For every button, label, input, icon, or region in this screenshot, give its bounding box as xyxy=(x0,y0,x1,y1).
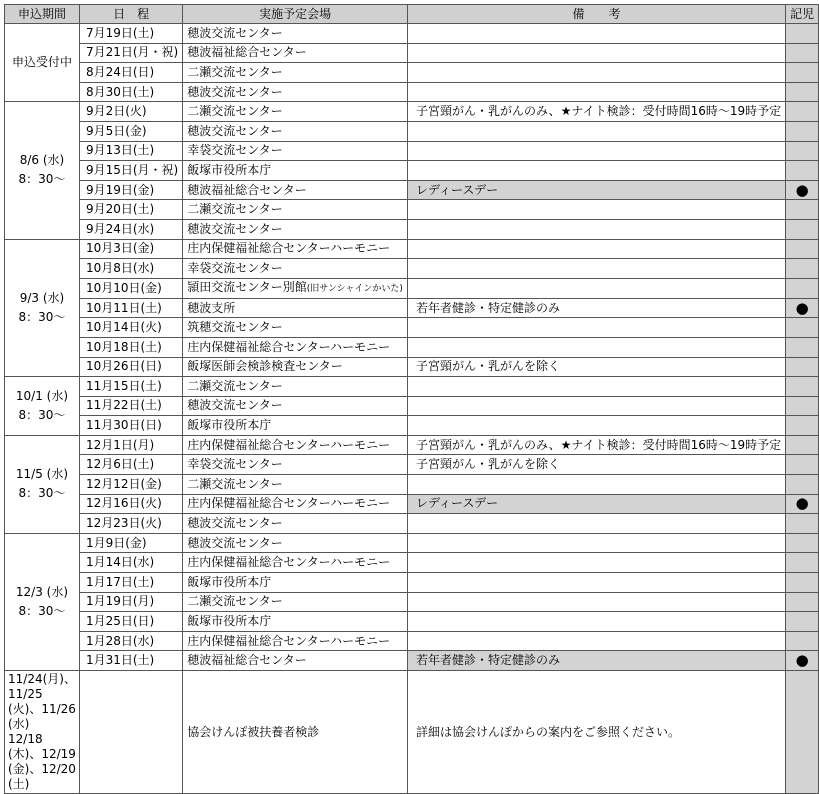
table-row xyxy=(5,161,819,181)
date-cell: 10月10日(金) xyxy=(79,278,182,298)
mark-cell xyxy=(786,43,819,63)
date-cell: 9月20日(土) xyxy=(79,200,182,220)
venue-name: 穂波支所 xyxy=(187,300,236,315)
footer-mark-cell xyxy=(786,671,819,794)
venue-name: 二瀬交流センター xyxy=(187,378,283,393)
date-cell: 12月16日(火) xyxy=(79,494,182,514)
mark-cell xyxy=(786,318,819,338)
mark-cell xyxy=(786,514,819,534)
period-line: 8：30～ xyxy=(18,309,66,324)
date-cell: 9月19日(金) xyxy=(79,180,182,200)
table-row xyxy=(5,357,819,377)
venue-cell xyxy=(183,318,408,338)
date-cell: 7月21日(月・祝) xyxy=(79,43,182,63)
venue-name: 頴田交流センター別館 xyxy=(187,279,307,294)
venue-cell xyxy=(183,24,408,44)
period-line: 12/3 (水) xyxy=(15,584,69,599)
date-cell: 11月22日(土) xyxy=(79,396,182,416)
venue-cell xyxy=(183,278,408,298)
mark-cell xyxy=(786,102,819,122)
venue-cell xyxy=(183,82,408,102)
date-cell: 1月14日(水) xyxy=(79,553,182,573)
date-cell: 1月19日(月) xyxy=(79,592,182,612)
venue-name: 幸袋交流センター xyxy=(187,457,283,472)
note-cell xyxy=(407,259,785,279)
mark-cell xyxy=(786,357,819,377)
date-cell: 12月1日(月) xyxy=(79,435,182,455)
note-cell xyxy=(407,278,785,298)
venue-note: (旧サンシャインかいた) xyxy=(306,283,403,294)
note-cell xyxy=(407,533,785,553)
venue-name: 穂波交流センター xyxy=(187,84,283,99)
venue-cell xyxy=(183,612,408,632)
date-cell: 11月30日(日) xyxy=(79,416,182,436)
application-period-cell xyxy=(5,239,80,377)
table-row xyxy=(5,475,819,495)
mark-cell xyxy=(786,533,819,553)
mark-cell: ● xyxy=(786,180,819,200)
venue-cell xyxy=(183,416,408,436)
application-period-cell xyxy=(5,377,80,436)
header-period: 申込期間 xyxy=(5,5,80,24)
venue-name: 幸袋交流センター xyxy=(187,143,283,158)
date-cell: 10月14日(火) xyxy=(79,318,182,338)
table-row xyxy=(5,553,819,573)
footer-period-line: 11/24(月)、11/25 (火)、11/26 (水) xyxy=(8,672,76,731)
table-row xyxy=(5,573,819,593)
venue-cell xyxy=(183,651,408,671)
note-cell xyxy=(407,219,785,239)
footer-period-cell xyxy=(5,671,80,794)
note-cell xyxy=(407,82,785,102)
mark-cell xyxy=(786,435,819,455)
venue-name: 飯塚市役所本庁 xyxy=(187,162,272,177)
date-cell: 10月8日(水) xyxy=(79,259,182,279)
table-row xyxy=(5,377,819,397)
venue-cell xyxy=(183,298,408,318)
date-cell: 10月3日(金) xyxy=(79,239,182,259)
mark-cell xyxy=(786,278,819,298)
date-cell: 12月12日(金) xyxy=(79,475,182,495)
date-cell: 10月11日(土) xyxy=(79,298,182,318)
date-cell: 10月26日(日) xyxy=(79,357,182,377)
table-row xyxy=(5,396,819,416)
date-cell: 12月6日(土) xyxy=(79,455,182,475)
table-row xyxy=(5,533,819,553)
footer-period-line: 12/18 (木)、12/19 (金)、12/20 (土) xyxy=(8,732,76,791)
period-line: 10/1 (水) xyxy=(15,388,69,403)
mark-cell xyxy=(786,612,819,632)
table-row xyxy=(5,259,819,279)
note-cell: レディースデー xyxy=(407,180,785,200)
table-row xyxy=(5,651,819,671)
venue-name: 二瀬交流センター xyxy=(187,594,283,609)
mark-cell xyxy=(786,24,819,44)
table-row xyxy=(5,494,819,514)
period-line: 9/3 (水) xyxy=(19,290,65,305)
venue-name: 二瀬交流センター xyxy=(187,104,283,119)
venue-name: 庄内保健福祉総合センターハーモニー xyxy=(187,339,391,354)
table-row xyxy=(5,43,819,63)
table-row xyxy=(5,200,819,220)
venue-cell xyxy=(183,553,408,573)
table-row xyxy=(5,592,819,612)
venue-name: 穂波交流センター xyxy=(187,398,283,413)
venue-cell xyxy=(183,494,408,514)
table-row xyxy=(5,455,819,475)
venue-cell xyxy=(183,514,408,534)
venue-name: 穂波交流センター xyxy=(187,221,283,236)
date-cell: 12月23日(火) xyxy=(79,514,182,534)
table-row xyxy=(5,298,819,318)
date-cell: 9月5日(金) xyxy=(79,121,182,141)
table-row xyxy=(5,514,819,534)
application-period-cell xyxy=(5,533,80,670)
note-cell: 若年者健診・特定健診のみ xyxy=(407,298,785,318)
venue-name: 穂波福祉総合センター xyxy=(187,182,307,197)
footer-venue-cell: 協会けんぽ被扶養者検診 xyxy=(183,671,408,794)
date-cell: 9月2日(火) xyxy=(79,102,182,122)
mark-cell xyxy=(786,337,819,357)
footer-date-cell xyxy=(79,671,182,794)
application-period-cell xyxy=(5,24,80,102)
venue-name: 穂波福祉総合センター xyxy=(187,45,307,60)
venue-name: 二瀬交流センター xyxy=(187,202,283,217)
venue-name: 飯塚医師会検診検査センター xyxy=(187,359,343,374)
venue-cell xyxy=(183,200,408,220)
note-cell: 若年者健診・特定健診のみ xyxy=(407,651,785,671)
mark-cell xyxy=(786,455,819,475)
note-cell: レディースデー xyxy=(407,494,785,514)
venue-cell xyxy=(183,377,408,397)
venue-cell xyxy=(183,455,408,475)
venue-cell xyxy=(183,180,408,200)
table-row xyxy=(5,121,819,141)
venue-cell xyxy=(183,121,408,141)
mark-cell: ● xyxy=(786,494,819,514)
mark-cell xyxy=(786,141,819,161)
period-line: 8：30～ xyxy=(18,486,66,501)
venue-name: 庄内保健福祉総合センターハーモニー xyxy=(187,496,391,511)
mark-cell xyxy=(786,63,819,83)
mark-cell xyxy=(786,475,819,495)
table-row xyxy=(5,612,819,632)
mark-cell xyxy=(786,396,819,416)
header-venue: 実施予定会場 xyxy=(183,5,408,24)
mark-cell: ● xyxy=(786,651,819,671)
venue-name: 穂波福祉総合センター xyxy=(187,653,307,668)
note-cell xyxy=(407,318,785,338)
date-cell: 1月9日(金) xyxy=(79,533,182,553)
note-cell xyxy=(407,43,785,63)
mark-cell xyxy=(786,259,819,279)
date-cell: 1月17日(土) xyxy=(79,573,182,593)
note-cell xyxy=(407,573,785,593)
date-cell: 7月19日(土) xyxy=(79,24,182,44)
venue-cell xyxy=(183,592,408,612)
venue-cell xyxy=(183,219,408,239)
date-cell: 9月24日(水) xyxy=(79,219,182,239)
table-row xyxy=(5,219,819,239)
venue-cell xyxy=(183,259,408,279)
application-period-cell xyxy=(5,435,80,533)
footer-note-cell: 詳細は協会けんぽからの案内をご参照ください。 xyxy=(407,671,785,794)
table-row xyxy=(5,631,819,651)
note-cell xyxy=(407,239,785,259)
venue-name: 飯塚市役所本庁 xyxy=(187,418,272,433)
mark-cell xyxy=(786,239,819,259)
table-row xyxy=(5,24,819,44)
venue-name: 穂波交流センター xyxy=(187,516,283,531)
venue-name: 筑穂交流センター xyxy=(187,320,283,335)
table-row xyxy=(5,180,819,200)
note-cell xyxy=(407,612,785,632)
venue-name: 庄内保健福祉総合センターハーモニー xyxy=(187,555,391,570)
date-cell: 1月31日(土) xyxy=(79,651,182,671)
venue-cell xyxy=(183,573,408,593)
venue-name: 幸袋交流センター xyxy=(187,260,283,275)
mark-cell xyxy=(786,200,819,220)
application-period-cell xyxy=(5,102,80,239)
note-cell xyxy=(407,475,785,495)
period-line: 8：30～ xyxy=(18,172,66,187)
footer-row xyxy=(5,671,819,794)
table-row xyxy=(5,318,819,338)
date-cell: 1月28日(水) xyxy=(79,631,182,651)
note-cell xyxy=(407,200,785,220)
table-row xyxy=(5,102,819,122)
note-cell xyxy=(407,631,785,651)
schedule-table xyxy=(4,4,819,794)
table-row xyxy=(5,416,819,436)
venue-cell xyxy=(183,357,408,377)
date-cell: 10月18日(土) xyxy=(79,337,182,357)
note-cell xyxy=(407,337,785,357)
note-cell xyxy=(407,24,785,44)
mark-cell xyxy=(786,416,819,436)
venue-name: 庄内保健福祉総合センターハーモニー xyxy=(187,437,391,452)
table-row xyxy=(5,435,819,455)
mark-cell xyxy=(786,631,819,651)
table-row xyxy=(5,239,819,259)
mark-cell xyxy=(786,377,819,397)
note-cell xyxy=(407,416,785,436)
table-row xyxy=(5,278,819,298)
venue-name: 穂波交流センター xyxy=(187,123,283,138)
note-cell xyxy=(407,121,785,141)
note-cell xyxy=(407,514,785,534)
date-cell: 9月13日(土) xyxy=(79,141,182,161)
venue-cell xyxy=(183,43,408,63)
venue-name: 二瀬交流センター xyxy=(187,476,283,491)
venue-cell xyxy=(183,533,408,553)
period-line: 申込受付中 xyxy=(11,55,72,70)
period-line: 11/5 (水) xyxy=(15,467,69,482)
date-cell: 9月15日(月・祝) xyxy=(79,161,182,181)
venue-cell xyxy=(183,239,408,259)
header-note: 備 考 xyxy=(407,5,785,24)
venue-cell xyxy=(183,337,408,357)
mark-cell xyxy=(786,161,819,181)
venue-cell xyxy=(183,63,408,83)
venue-name: 飯塚市役所本庁 xyxy=(187,614,272,629)
mark-cell xyxy=(786,219,819,239)
venue-name: 二瀬交流センター xyxy=(187,64,283,79)
date-cell: 8月30日(土) xyxy=(79,82,182,102)
mark-cell xyxy=(786,592,819,612)
note-cell: 子宮頸がん・乳がんのみ、★ナイト検診：受付時間16時～19時予定 xyxy=(407,102,785,122)
date-cell: 8月24日(日) xyxy=(79,63,182,83)
note-cell: 子宮頸がん・乳がんを除く xyxy=(407,455,785,475)
venue-cell xyxy=(183,631,408,651)
venue-name: 庄内保健福祉総合センターハーモニー xyxy=(187,633,391,648)
header-date: 日 程 xyxy=(79,5,182,24)
venue-cell xyxy=(183,161,408,181)
table-row xyxy=(5,337,819,357)
venue-cell xyxy=(183,435,408,455)
period-line: 8：30～ xyxy=(18,603,66,618)
note-cell xyxy=(407,553,785,573)
note-cell: 子宮頸がん・乳がんのみ、★ナイト検診：受付時間16時～19時予定 xyxy=(407,435,785,455)
schedule-body xyxy=(5,24,819,794)
note-cell xyxy=(407,592,785,612)
note-cell xyxy=(407,396,785,416)
venue-name: 飯塚市役所本庁 xyxy=(187,574,272,589)
table-row xyxy=(5,141,819,161)
venue-name: 穂波交流センター xyxy=(187,25,283,40)
note-cell xyxy=(407,377,785,397)
mark-cell xyxy=(786,82,819,102)
venue-name: 庄内保健福祉総合センターハーモニー xyxy=(187,241,391,256)
header-row xyxy=(5,5,819,24)
date-cell: 11月15日(土) xyxy=(79,377,182,397)
venue-cell xyxy=(183,396,408,416)
note-cell xyxy=(407,141,785,161)
mark-cell xyxy=(786,121,819,141)
note-cell: 子宮頸がん・乳がんを除く xyxy=(407,357,785,377)
venue-cell xyxy=(183,102,408,122)
period-line: 8/6 (水) xyxy=(19,153,65,168)
note-cell xyxy=(407,161,785,181)
table-row xyxy=(5,82,819,102)
date-cell: 1月25日(日) xyxy=(79,612,182,632)
venue-cell xyxy=(183,475,408,495)
venue-name: 穂波交流センター xyxy=(187,535,283,550)
mark-cell xyxy=(786,553,819,573)
note-cell xyxy=(407,63,785,83)
mark-cell xyxy=(786,573,819,593)
table-row xyxy=(5,63,819,83)
venue-cell xyxy=(183,141,408,161)
period-line: 8：30～ xyxy=(18,407,66,422)
mark-cell: ● xyxy=(786,298,819,318)
header-mark: 記児 xyxy=(786,5,819,24)
